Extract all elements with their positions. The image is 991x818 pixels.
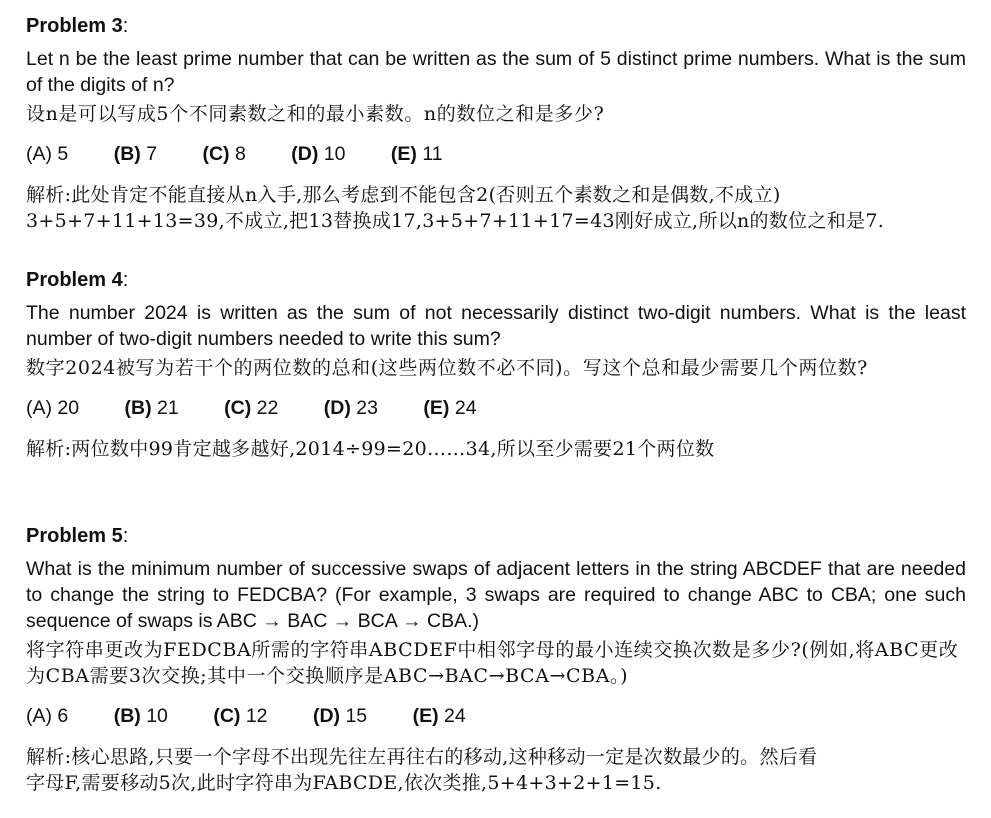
question-english: What is the minimum number of successive swaps of adjacent letters in the string ABCDEF that are needed to change the string to FEDCBA? (For example, 3 swaps are required to change ABC to CBA; one such sequence of swaps is ABC → BAC → BCA → CBA.) (26, 558, 966, 632)
choice-d: (D) 23 (323, 397, 378, 419)
solution-line: 解析:核心思路,只要一个字母不出现先往左再往右的移动,这种移动一定是次数最少的。然后看 (26, 746, 818, 768)
choice-e: (E) 11 (390, 143, 443, 165)
solution-line: 解析:此处肯定不能直接从n入手,那么考虑到不能包含2(否则五个素数之和是偶数,不成立) (26, 184, 781, 206)
answer-choices (26, 703, 966, 729)
question-chinese: 设n是可以写成5个不同素数之和的最小素数。n的数位之和是多少? (26, 103, 605, 125)
problem-title-text: Problem 3 (26, 15, 123, 37)
problem-title-text: Problem 4 (26, 269, 123, 291)
choice-a: (A) 5 (26, 143, 69, 165)
title-colon: : (122, 15, 129, 37)
question-english: The number 2024 is written as the sum of not necessarily distinct two-digit numbers. What is the least number of two-digit numbers needed to write this sum? (26, 302, 966, 350)
choice-c: (C) 12 (213, 705, 268, 727)
problem-3 (26, 14, 966, 234)
answer-choices (26, 395, 966, 421)
title-colon: : (122, 269, 129, 291)
choice-c: (C) 8 (202, 143, 246, 165)
solution (26, 182, 966, 234)
problem-title (26, 524, 966, 548)
choice-e: (E) 24 (412, 705, 466, 727)
question-english: Let n be the least prime number that can be written as the sum of 5 distinct prime numbers. What is the sum of the digits of n? (26, 48, 966, 96)
solution (26, 744, 966, 796)
choice-d: (D) 15 (312, 705, 368, 727)
choice-b: (B) 10 (113, 705, 168, 727)
solution-line: 字母F,需要移动5次,此时字符串为FABCDE,依次类推,5+4+3+2+1=15. (26, 772, 662, 794)
question-chinese: 将字符串更改为FEDCBA所需的字符串ABCDEF中相邻字母的最小连续交换次数是多少?(例如,将ABC更改为CBA需要3次交换;其中一个交换顺序是ABC→BAC→BCA→CBA。) (26, 639, 959, 687)
choice-d: (D) 10 (291, 143, 346, 165)
problem-5 (26, 524, 966, 796)
problem-title-text: Problem 5 (26, 525, 123, 547)
question-chinese: 数字2024被写为若干个的两位数的总和(这些两位数不必不同)。写这个总和最少需要几个两位数? (26, 357, 868, 379)
problem-title (26, 268, 966, 292)
solution-line: 3+5+7+11+13=39,不成立,把13替换成17,3+5+7+11+17=43刚好成立,所以n的数位之和是7. (26, 210, 885, 232)
choice-a: (A) 6 (26, 705, 69, 727)
choice-c: (C) 22 (224, 397, 279, 419)
choice-b: (B) 21 (124, 397, 179, 419)
answer-choices (26, 141, 966, 167)
problem-4 (26, 268, 966, 462)
choice-a: (A) 20 (26, 397, 80, 419)
choice-b: (B) 7 (113, 143, 158, 165)
solution (26, 436, 966, 462)
choice-e: (E) 24 (423, 397, 477, 419)
problem-title (26, 14, 966, 38)
solution-line: 解析:两位数中99肯定越多越好,2014÷99=20……34,所以至少需要21个两位数 (26, 438, 715, 460)
title-colon: : (122, 525, 129, 547)
